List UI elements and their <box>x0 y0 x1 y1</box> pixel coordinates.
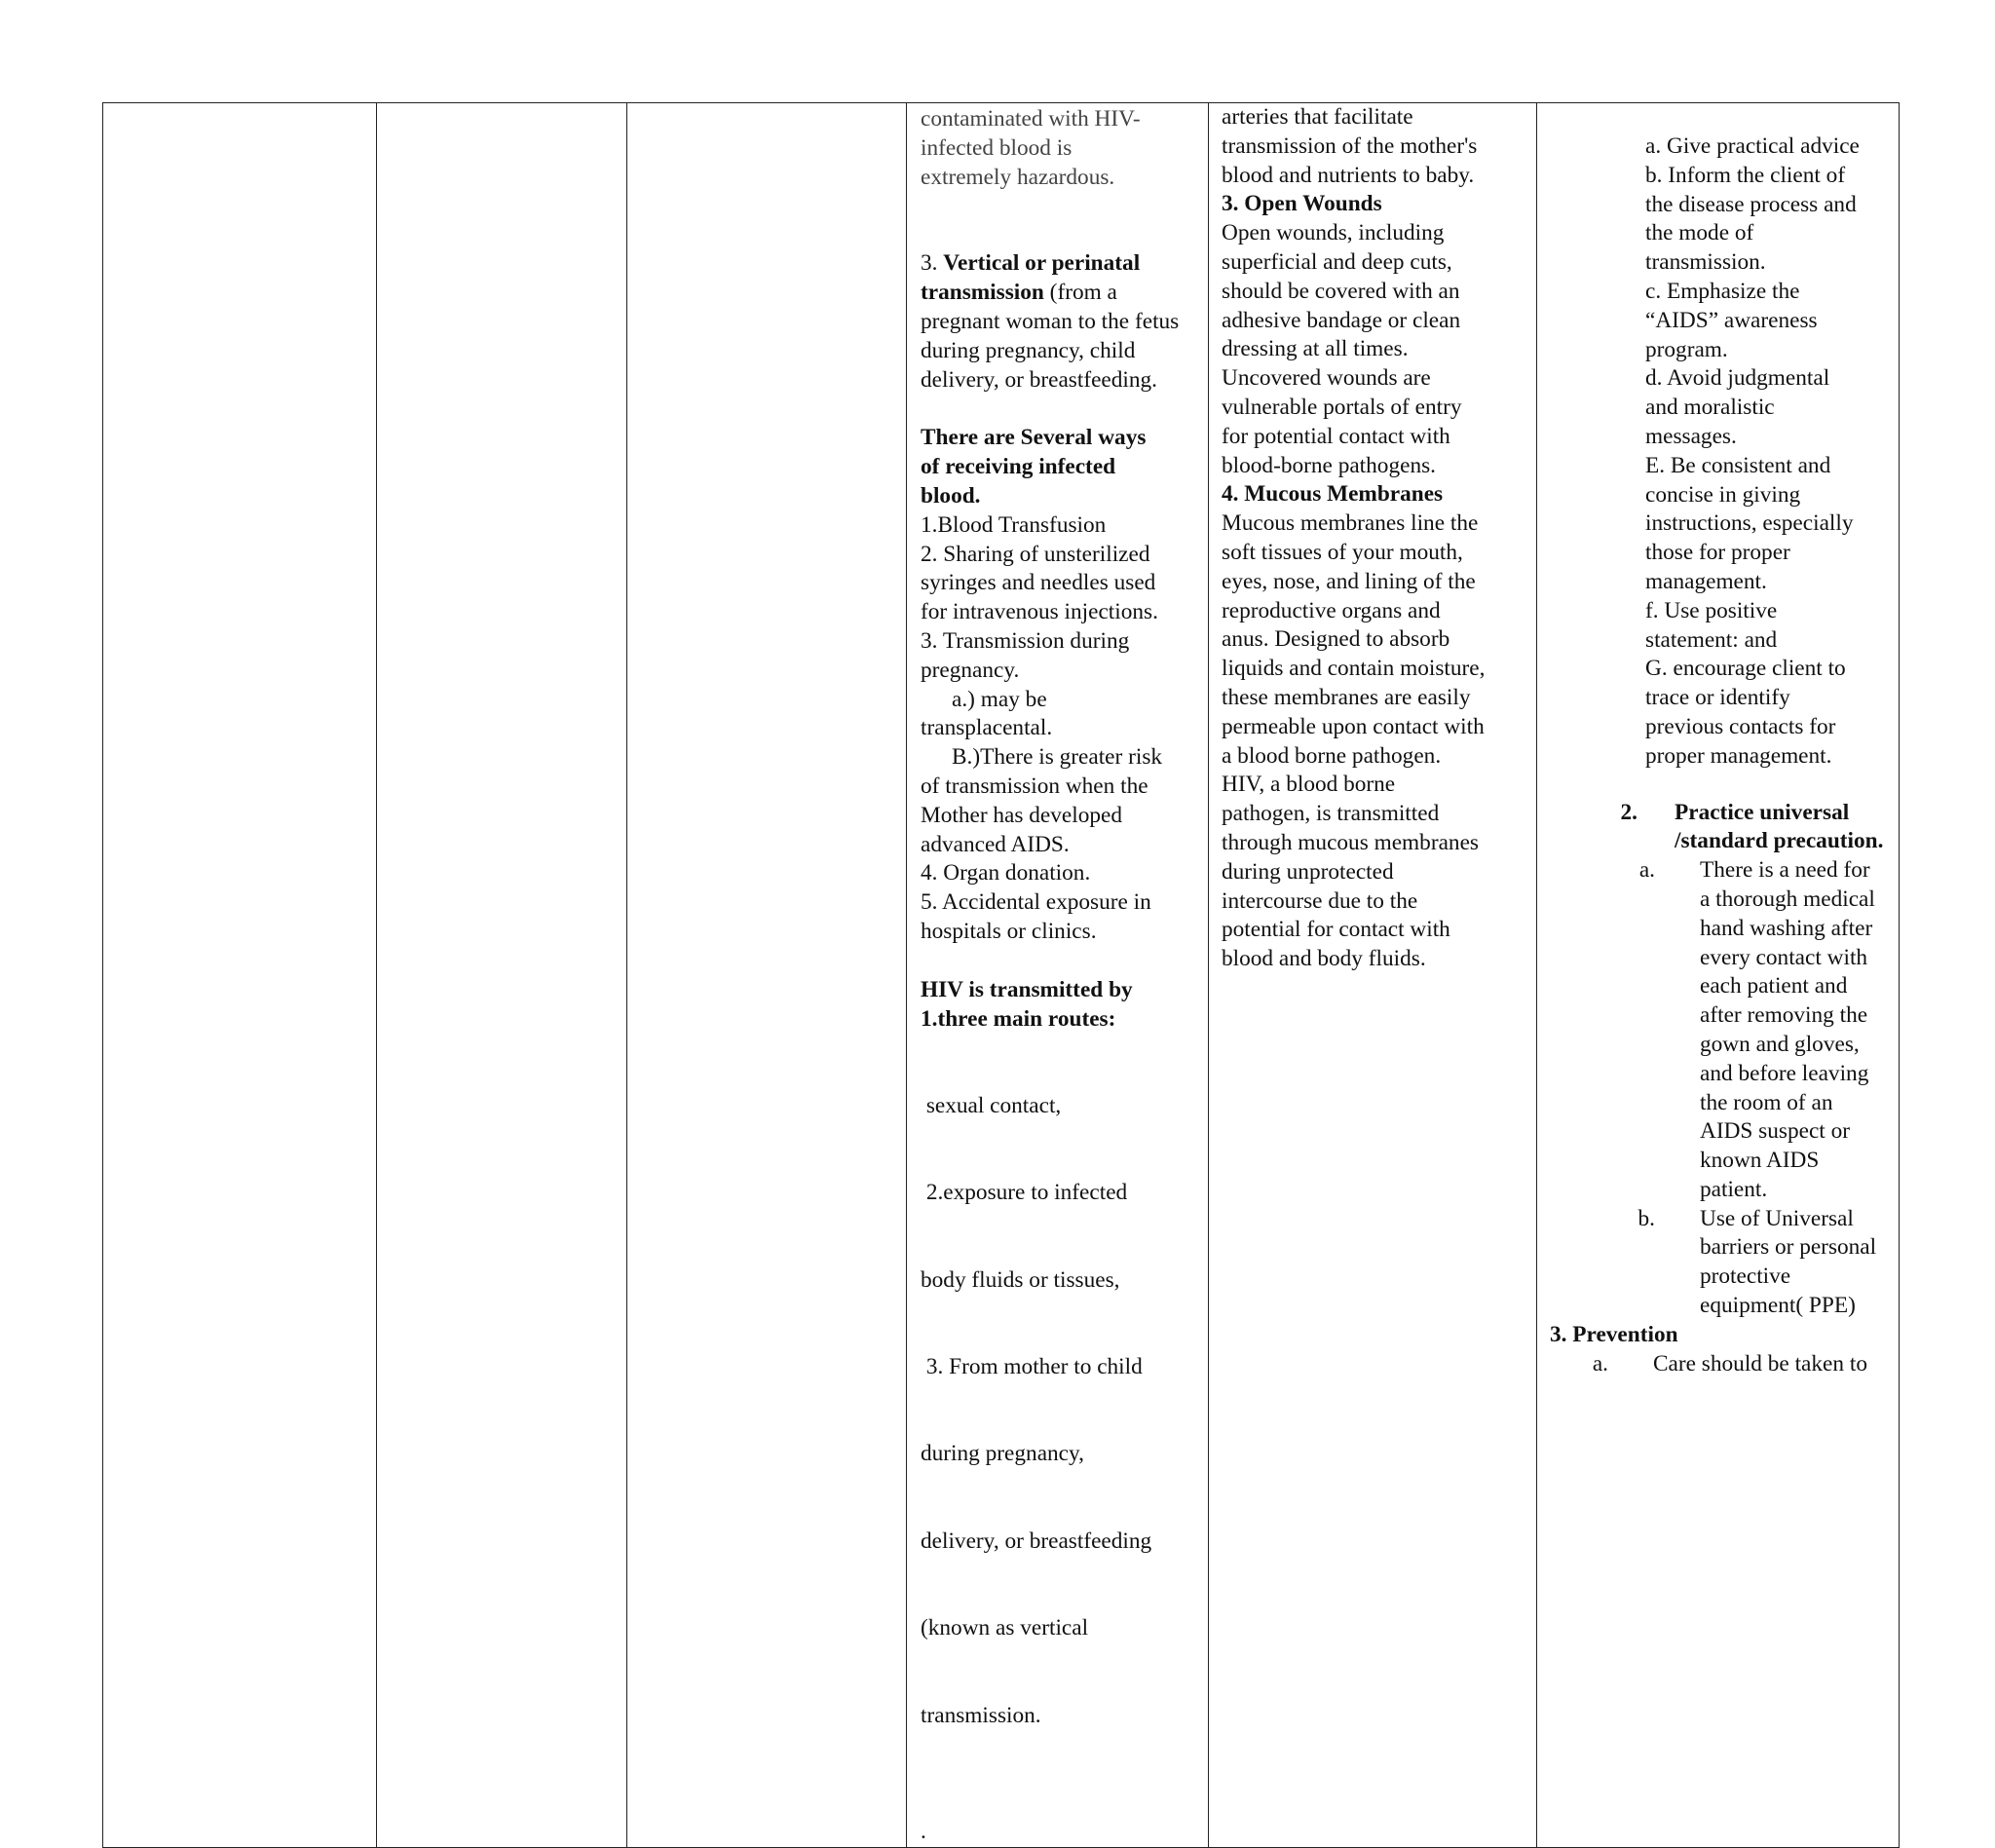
list-item: those for proper <box>1645 540 1790 566</box>
open-wounds-text: Open wounds, including superficial and deep cuts, should be covered with an adhesive bandage or clean dressing at all times. Uncovered wounds are vulnerable portals of entry for potential contact with blood-borne pathogens. <box>1222 220 1462 478</box>
list-item: sexual contact, <box>921 1092 1062 1118</box>
list-item: f. Use positive <box>1645 597 1778 623</box>
table-row <box>103 103 1900 1848</box>
health-teaching-list <box>1550 132 1891 772</box>
list-item: (known as vertical <box>921 1615 1089 1641</box>
list-item: for intravenous injections. <box>921 599 1158 625</box>
list-item: instructions, especially <box>1645 510 1854 537</box>
list-item: proper management. <box>1645 742 1832 769</box>
list-item: c. Emphasize the <box>1645 278 1800 304</box>
routes-list <box>921 1034 1200 1789</box>
list-item: the disease process and <box>1645 191 1857 217</box>
list-item: of transmission when the <box>921 773 1148 799</box>
list-item: Mother has developed <box>921 802 1123 828</box>
list-item: pregnancy. <box>921 657 1020 683</box>
list-item: body fluids or tissues, <box>921 1266 1120 1293</box>
table-cell-empty-3 <box>627 103 907 1848</box>
list-item: transmission. <box>1645 249 1766 276</box>
list-item: 2. Sharing of unsterilized <box>921 541 1150 567</box>
mucous-membranes-heading: 4. Mucous Membranes <box>1222 481 1444 508</box>
precaution-item-a: a. There is a need for a thorough medical hand washing after every contact with each patient and after removing the gown and gloves, and before leaving the room of an AIDS suspect or known AIDS patient. <box>1638 857 1875 1202</box>
mucous-membranes-text: Mucous membranes line the soft tissues of your mouth, eyes, nose, and lining of the reproductive organs and anus. Designed to absorb liquids and contain moisture, these membranes are easily permeable upon contact with a blood borne pathogen. HIV, a blood borne pathogen, is transmitted through mucous membranes during unprotected intercourse due to the potential for contact with blood and body fluids. <box>1222 510 1486 972</box>
list-item: during pregnancy, <box>921 1441 1084 1467</box>
list-item: concise in giving <box>1645 481 1801 508</box>
prevention-item-a: a. Care should be taken to <box>1592 1350 1867 1377</box>
list-item: d. Avoid judgmental <box>1645 365 1830 392</box>
list-item: b. Inform the client of <box>1645 162 1846 188</box>
list-item: statement: and <box>1645 626 1778 653</box>
prevention-heading: 3. Prevention <box>1550 1321 1678 1347</box>
list-item: 3. From mother to child <box>921 1354 1143 1380</box>
list-item: E. Be consistent and <box>1645 452 1831 478</box>
list-item: management. <box>1645 568 1767 594</box>
list-item: previous contacts for <box>1645 713 1836 739</box>
table-cell-transmission-modes <box>907 103 1209 1848</box>
list-item: the mode of <box>1645 220 1754 246</box>
list-item: a.) may be <box>952 686 1047 712</box>
list-item: hospitals or clinics. <box>921 918 1097 944</box>
list-item: G. encourage client to <box>1645 656 1846 682</box>
list-item: syringes and needles used <box>921 570 1156 596</box>
trailing-dot: . <box>921 1819 926 1845</box>
intro-text: arteries that facilitate transmission of the mother's blood and nutrients to baby. <box>1222 104 1478 188</box>
list-item: transplacental. <box>921 715 1053 741</box>
list-item: 5. Accidental exposure in <box>921 889 1151 916</box>
ways-list <box>921 511 1200 947</box>
list-item: B.)There is greater risk <box>952 744 1163 771</box>
table-cell-portals-of-entry <box>1209 103 1537 1848</box>
list-item: transmission. <box>921 1702 1041 1728</box>
routes-heading: HIV is transmitted by 1.three main routes: <box>921 976 1133 1032</box>
care-plan-table <box>102 102 1900 1848</box>
list-item: and moralistic <box>1645 395 1775 421</box>
list-item: program. <box>1645 336 1728 362</box>
vertical-transmission-paragraph: 3. Vertical or perinatal transmission (from a pregnant woman to the fetus during pregnancy, child delivery, or breastfeeding. <box>921 250 1180 393</box>
list-item: messages. <box>1645 423 1737 449</box>
table-cell-interventions <box>1537 103 1900 1848</box>
list-item: “AIDS” awareness <box>1645 307 1818 333</box>
several-ways-heading: There are Several ways of receiving infected blood. <box>921 425 1147 509</box>
table-cell-empty-1 <box>103 103 377 1848</box>
table-cell-empty-2 <box>377 103 627 1848</box>
intro-text: contaminated with HIV- infected blood is extremely hazardous. <box>921 106 1141 190</box>
list-item: 3. Transmission during <box>921 627 1130 654</box>
list-item: delivery, or breastfeeding <box>921 1527 1152 1554</box>
practice-precaution-heading: 2. Practice universal /standard precaution. <box>1620 799 1884 854</box>
list-item: a. Give practical advice <box>1645 133 1860 159</box>
list-item: 4. Organ donation. <box>921 860 1091 886</box>
list-item: 1.Blood Transfusion <box>921 511 1107 538</box>
list-item: 2.exposure to infected <box>921 1180 1128 1206</box>
open-wounds-heading: 3. Open Wounds <box>1222 191 1382 217</box>
precaution-item-b: b. Use of Universal barriers or personal protective equipment( PPE) <box>1637 1205 1877 1319</box>
list-item: trace or identify <box>1645 685 1790 711</box>
list-item: advanced AIDS. <box>921 831 1070 857</box>
